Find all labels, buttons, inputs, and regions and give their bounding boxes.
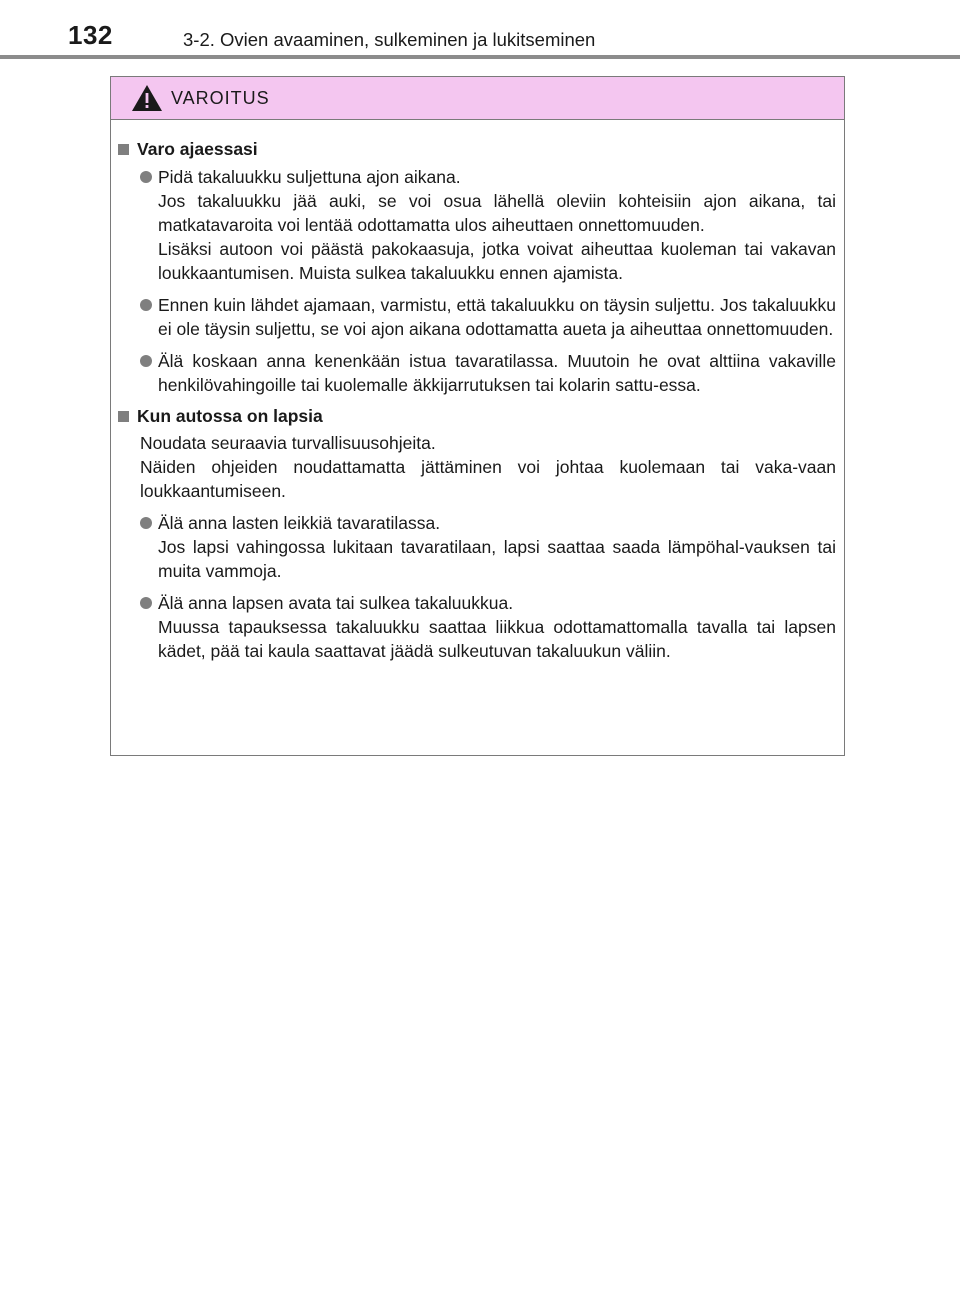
bullet-text: Jos lapsi vahingossa lukitaan tavaratilaan, lapsi saattaa saada lämpöhal-vauksen tai muita vammoja. — [158, 537, 836, 581]
section-heading — [118, 137, 836, 161]
warning-header — [111, 77, 844, 120]
section-intro — [118, 431, 836, 503]
page-number: 132 — [68, 20, 113, 50]
intro-text: Näiden ohjeiden noudattamatta jättäminen voi johtaa kuolemaan tai vaka-vaan loukkaantumiseen. — [140, 457, 836, 501]
warning-label: VAROITUS — [171, 88, 270, 108]
intro-text: Noudata seuraavia turvallisuusohjeita. — [140, 433, 436, 453]
section-title: 3-2. Ovien avaaminen, sulkeminen ja lukitseminen — [183, 29, 596, 50]
section-heading-text: Varo ajaessasi — [137, 139, 258, 159]
bullet-text: Ennen kuin lähdet ajamaan, varmistu, että takaluukku on täysin suljettu. Jos takaluukku ei ole täysin suljettu, se voi ajon aikana odottamatta aueta ja aiheuttaa onnettomuuden. — [158, 295, 836, 339]
bullet-text: Pidä takaluukku suljettuna ajon aikana. — [158, 167, 461, 187]
warning-triangle-icon — [131, 84, 163, 112]
bullet-text: Älä anna lasten leikkiä tavaratilassa. — [158, 513, 441, 533]
round-bullet-icon — [140, 355, 152, 367]
warning-body — [111, 120, 844, 663]
list-item — [118, 165, 836, 285]
square-bullet-icon — [118, 411, 129, 422]
list-item — [118, 591, 836, 663]
list-item — [118, 349, 836, 397]
section-heading-text: Kun autossa on lapsia — [137, 406, 323, 426]
list-item — [118, 293, 836, 341]
bullet-text: Jos takaluukku jää auki, se voi osua lähellä oleviin kohteisiin ajon aikana, tai matkatavaroita voi lentää odottamatta ulos aiheuttaen onnettomuuden. — [158, 191, 836, 235]
list-item — [118, 511, 836, 583]
page-header — [0, 0, 960, 58]
square-bullet-icon — [118, 144, 129, 155]
warning-box — [110, 76, 845, 756]
bullet-text: Lisäksi autoon voi päästä pakokaasuja, jotka voivat aiheuttaa kuoleman tai vakavan loukkaantumisen. Muista sulkea takaluukku ennen ajamista. — [158, 239, 836, 283]
bullet-text: Älä koskaan anna kenenkään istua tavaratilassa. Muutoin he ovat alttiina vakaville henkilövahingoille tai kuolemalle äkkijarrutuksen tai kolarin sattu-essa. — [158, 351, 836, 395]
round-bullet-icon — [140, 597, 152, 609]
round-bullet-icon — [140, 517, 152, 529]
header-divider — [0, 55, 960, 59]
bullet-text: Älä anna lapsen avata tai sulkea takaluukkua. — [158, 593, 514, 613]
round-bullet-icon — [140, 299, 152, 311]
round-bullet-icon — [140, 171, 152, 183]
section-heading — [118, 404, 836, 428]
bullet-text: Muussa tapauksessa takaluukku saattaa liikkua odottamattomalla tavalla tai lapsen kädet, pää tai kaula saattavat jäädä sulkeutuvan takaluukun väliin. — [158, 617, 836, 661]
